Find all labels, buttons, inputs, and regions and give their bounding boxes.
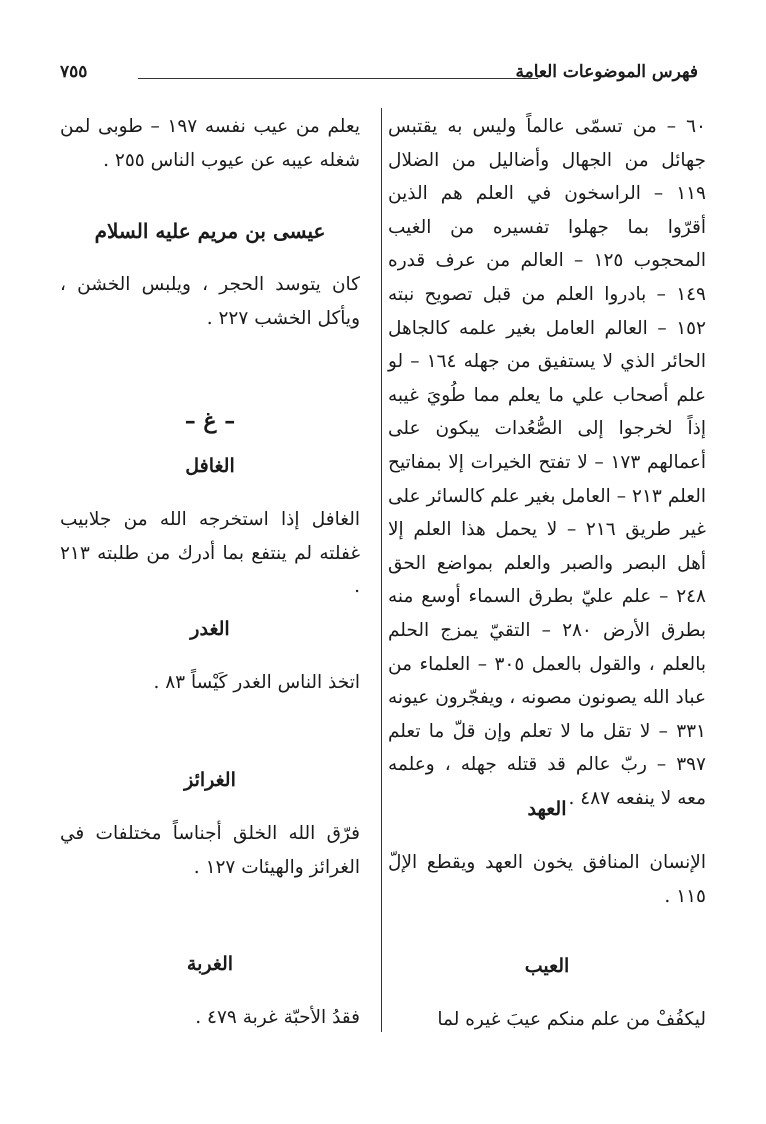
header-rule [138, 78, 538, 79]
heading-ghadr: الغدر [190, 618, 230, 640]
entry-ghadr-paragraph: اتخذ الناس الغدر كَيْساً ٨٣ . [153, 672, 360, 693]
right-column [388, 110, 706, 1030]
column-divider [381, 108, 382, 1032]
entry-gharaiz-paragraph: فرّق الله الخلق أجناساً مختلفات في الغرائز والهيئات ١٢٧ . [60, 823, 360, 878]
entry-ayb-continued: يعلم من عيب نفسه ١٩٧ – طوبى لمن شغله عيبه عن عيوب الناس ٢٥٥ . [60, 116, 360, 171]
heading-ghurba: الغربة [186, 953, 234, 975]
heading-ahd: العهد [527, 798, 567, 820]
entry-isa-paragraph: كان يتوسد الحجر ، ويلبس الخشن ، ويأكل الخشب ٢٢٧ . [60, 274, 360, 329]
entry-ilm-paragraph: ٦٠ – من تسمّى عالماً وليس به يقتبس جهائل من الجهال وأضاليل من الضلال ١١٩ – الراسخون في العلم هم الذين أقرّوا بما جهلوا تفسيره من الغيب المحجوب ١٢٥ – العالم من عرف قدره ١٤٩ – بادروا العلم من قبل تصويح نبته ١٥٢ – العالم العامل بغير علمه كالجاهل الحائر الذي لا يستفيق من جهله ١٦٤ – لو علم أصحاب علي ما يعلم مما طُويَ غيبه إذاً لخرجوا إلى الصُّعُدات يبكون على أعمالهم ١٧٣ – لا تفتح الخيرات إلا بمفاتيح العلم ٢١٣ – العامل بغير علم كالسائر على غير طريق ٢١٦ – لا يحمل هذا العلم إلا أهل البصر والصبر والعلم بمواضع الحق ٢٤٨ – علم عليّ بطرق السماء أوسع منه بطرق الأرض ٢٨٠ – التقيّ يمزج الحلم بالعلم ، والقول بالعمل ٣٠٥ – العلماء من عباد الله يصونون مصونه ، ويفجّرون عيونه ٣٣١ – لا تقل ما لا تعلم وإن قلّ ما تعلم ٣٩٧ – ربّ عالم قد قتله جهله ، وعلمه معه لا ينفعه ٤٨٧ . [388, 116, 707, 809]
heading-isa: عيسى بن مريم عليه السلام [94, 219, 326, 243]
entry-ayb-paragraph: ليكفُفْ من علم منكم عيبَ غيره لما [437, 1009, 706, 1030]
heading-ghafil: الغافل [185, 455, 235, 477]
letter-ghain-divider: – غ – [184, 408, 236, 434]
page-number: ٧٥٥ [60, 62, 88, 82]
header-title: فهرس الموضوعات العامة [515, 62, 698, 82]
entry-ahd-paragraph: الإنسان المنافق يخون العهد ويقطع الإلّ ١١٥ . [388, 852, 706, 907]
heading-ayb: العيب [524, 955, 570, 977]
left-column [60, 110, 360, 1030]
entry-ghafil-paragraph: الغافل إذا استخرجه الله من جلابيب غفلته لم ينتفع بما أدرك من طلبته ٢١٣ . [60, 509, 360, 598]
entry-ghurba-paragraph: فقدُ الأحبّة غربة ٤٧٩ . [195, 1007, 360, 1028]
running-header [60, 62, 698, 88]
heading-gharaiz: الغرائز [184, 769, 236, 791]
